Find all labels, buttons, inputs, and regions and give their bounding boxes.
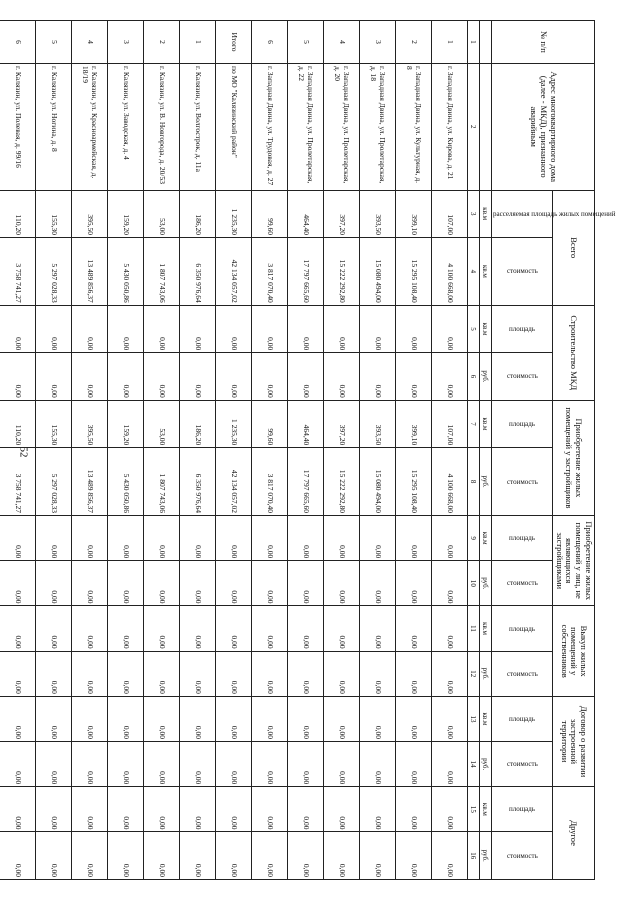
value-cell: 0,00 <box>35 516 71 561</box>
value-cell: 42 134 057,02 <box>215 448 251 516</box>
value-cell: 99,60 <box>251 190 287 237</box>
col-no-header: № п/п <box>491 21 594 64</box>
value-cell: 0,00 <box>431 696 467 741</box>
value-cell: 4 100 668,00 <box>431 237 467 305</box>
index-cell: 12 <box>467 651 479 696</box>
value-cell: 0,00 <box>251 606 287 651</box>
value-cell: 0,00 <box>71 832 107 880</box>
value-cell: 0,00 <box>359 353 395 400</box>
address-cell: г. Калязин, ул. Красноармейская, д. 18/19 <box>71 63 107 190</box>
address-cell: г. Западная Двина, ул. Пролетарская, д. 20 <box>323 63 359 190</box>
value-cell: 0,00 <box>35 651 71 696</box>
index-cell: 5 <box>467 305 479 352</box>
address-cell: г. Калязин, ул. Заводская, д. 4 <box>107 63 143 190</box>
value-cell: 1 235,30 <box>215 400 251 447</box>
row-number-cell: 1 <box>431 21 467 64</box>
unit-cell: руб. <box>479 742 491 787</box>
value-cell: 0,00 <box>143 606 179 651</box>
value-cell: 5 430 050,86 <box>107 237 143 305</box>
group-construction-header: Строительство МКД <box>552 305 594 400</box>
value-cell: 0,00 <box>215 742 251 787</box>
value-cell: 0,00 <box>71 305 107 352</box>
address-cell: г. Западная Двина, ул. Кирова, д. 21 <box>431 63 467 190</box>
value-cell: 0,00 <box>71 606 107 651</box>
value-cell: 0,00 <box>287 561 323 606</box>
value-cell: 53,00 <box>143 190 179 237</box>
subheader-area: площадь <box>491 606 552 651</box>
value-cell: 0,00 <box>179 696 215 741</box>
value-cell: 3 758 741,27 <box>0 448 35 516</box>
unit-cell: кв.м <box>479 190 491 237</box>
value-cell: 0,00 <box>287 651 323 696</box>
value-cell: 0,00 <box>179 353 215 400</box>
value-cell: 107,00 <box>431 190 467 237</box>
value-cell: 0,00 <box>71 787 107 832</box>
value-cell: 0,00 <box>215 606 251 651</box>
subheader-area: площадь <box>491 400 552 447</box>
value-cell: 0,00 <box>215 696 251 741</box>
value-cell: 155,30 <box>35 400 71 447</box>
row-number-cell: 2 <box>143 21 179 64</box>
value-cell: 15 080 494,00 <box>359 237 395 305</box>
index-cell: 13 <box>467 696 479 741</box>
table-row <box>35 21 71 880</box>
table-row <box>323 21 359 880</box>
value-cell: 0,00 <box>179 742 215 787</box>
table-body <box>0 21 467 880</box>
row-number-cell: 3 <box>359 21 395 64</box>
value-cell: 0,00 <box>107 561 143 606</box>
value-cell: 0,00 <box>0 606 35 651</box>
value-cell: 0,00 <box>71 742 107 787</box>
index-cell: 11 <box>467 606 479 651</box>
value-cell: 0,00 <box>0 787 35 832</box>
table-row <box>0 21 35 880</box>
value-cell: 0,00 <box>395 516 431 561</box>
value-cell: 5 297 028,33 <box>35 237 71 305</box>
value-cell: 0,00 <box>395 832 431 880</box>
value-cell: 5 297 028,33 <box>35 448 71 516</box>
value-cell: 0,00 <box>431 606 467 651</box>
value-cell: 0,00 <box>323 651 359 696</box>
value-cell: 3 817 070,40 <box>251 448 287 516</box>
value-cell: 0,00 <box>179 832 215 880</box>
group-nondeveloper-purchase-header: Приобретение жилых помещений у лиц, не являющихся застройщиками <box>552 516 594 606</box>
subheader-cost: стоимость <box>491 742 552 787</box>
unit-cell: кв.м <box>479 696 491 741</box>
index-cell: 14 <box>467 742 479 787</box>
value-cell: 0,00 <box>323 787 359 832</box>
value-cell: 0,00 <box>107 305 143 352</box>
value-cell: 0,00 <box>323 832 359 880</box>
value-cell: 17 797 665,60 <box>287 448 323 516</box>
value-cell: 1 235,30 <box>215 190 251 237</box>
index-cell: 16 <box>467 832 479 880</box>
value-cell: 1 807 743,06 <box>143 448 179 516</box>
value-cell: 0,00 <box>287 516 323 561</box>
value-cell: 0,00 <box>71 651 107 696</box>
value-cell: 0,00 <box>359 305 395 352</box>
value-cell: 0,00 <box>143 696 179 741</box>
value-cell: 0,00 <box>215 832 251 880</box>
value-cell: 0,00 <box>395 606 431 651</box>
row-number-cell: 5 <box>35 21 71 64</box>
unit-cell <box>479 63 491 190</box>
value-cell: 0,00 <box>179 561 215 606</box>
value-cell: 397,20 <box>323 400 359 447</box>
value-cell: 0,00 <box>431 561 467 606</box>
value-cell: 3 817 070,40 <box>251 237 287 305</box>
row-number-cell: 4 <box>323 21 359 64</box>
unit-cell: кв.м <box>479 400 491 447</box>
value-cell: 0,00 <box>71 561 107 606</box>
value-cell: 0,00 <box>35 787 71 832</box>
address-cell: г. Западная Двина, ул. Культурная, д. 8 <box>395 63 431 190</box>
table-row <box>431 21 467 880</box>
value-cell: 0,00 <box>71 696 107 741</box>
group-total-header: Всего <box>552 190 594 305</box>
index-cell: 9 <box>467 516 479 561</box>
value-cell: 6 350 976,64 <box>179 237 215 305</box>
value-cell: 0,00 <box>359 696 395 741</box>
value-cell: 0,00 <box>287 696 323 741</box>
value-cell: 0,00 <box>107 651 143 696</box>
value-cell: 3 758 741,27 <box>0 237 35 305</box>
value-cell: 0,00 <box>0 696 35 741</box>
index-cell: 15 <box>467 787 479 832</box>
value-cell: 0,00 <box>323 696 359 741</box>
value-cell: 0,00 <box>71 353 107 400</box>
row-number-cell: 4 <box>71 21 107 64</box>
value-cell: 0,00 <box>323 742 359 787</box>
subheader-area: площадь <box>491 305 552 352</box>
value-cell: 1 807 743,06 <box>143 237 179 305</box>
address-cell: г. Калязин, ул. Волгострок, д. 11а <box>179 63 215 190</box>
unit-cell: руб. <box>479 353 491 400</box>
value-cell: 0,00 <box>323 516 359 561</box>
value-cell: 0,00 <box>323 561 359 606</box>
value-cell: 0,00 <box>395 696 431 741</box>
value-cell: 13 489 856,37 <box>71 237 107 305</box>
subheader-area: площадь <box>491 516 552 561</box>
page-number: 52 <box>17 446 30 458</box>
index-cell: 7 <box>467 400 479 447</box>
value-cell: 0,00 <box>215 651 251 696</box>
value-cell: 0,00 <box>107 606 143 651</box>
row-number-cell: Итого <box>215 21 251 64</box>
address-cell: г. Калязин, ул. Полевая, д. 99/16 <box>0 63 35 190</box>
unit-cell: руб. <box>479 561 491 606</box>
value-cell: 0,00 <box>0 832 35 880</box>
value-cell: 0,00 <box>215 787 251 832</box>
value-cell: 0,00 <box>431 787 467 832</box>
value-cell: 0,00 <box>35 742 71 787</box>
value-cell: 0,00 <box>323 305 359 352</box>
table-row <box>215 21 251 880</box>
value-cell: 0,00 <box>179 651 215 696</box>
value-cell: 0,00 <box>323 606 359 651</box>
value-cell: 0,00 <box>215 516 251 561</box>
value-cell: 42 134 057,02 <box>215 237 251 305</box>
value-cell: 0,00 <box>143 832 179 880</box>
subheader-area: площадь <box>491 696 552 741</box>
value-cell: 107,00 <box>431 400 467 447</box>
unit-cell: кв.м <box>479 516 491 561</box>
value-cell: 5 430 050,86 <box>107 448 143 516</box>
value-cell: 464,40 <box>287 190 323 237</box>
value-cell: 0,00 <box>35 305 71 352</box>
value-cell: 0,00 <box>143 651 179 696</box>
value-cell: 0,00 <box>395 742 431 787</box>
table-row <box>359 21 395 880</box>
value-cell: 0,00 <box>287 353 323 400</box>
value-cell: 0,00 <box>107 742 143 787</box>
value-cell: 186,20 <box>179 400 215 447</box>
value-cell: 0,00 <box>107 516 143 561</box>
value-cell: 159,20 <box>107 400 143 447</box>
value-cell: 0,00 <box>395 787 431 832</box>
value-cell: 0,00 <box>431 832 467 880</box>
value-cell: 0,00 <box>179 787 215 832</box>
index-cell: 3 <box>467 190 479 237</box>
subheader-cost: стоимость <box>491 448 552 516</box>
value-cell: 395,50 <box>71 400 107 447</box>
value-cell: 0,00 <box>251 651 287 696</box>
value-cell: 0,00 <box>107 787 143 832</box>
value-cell: 0,00 <box>251 516 287 561</box>
group-developer-purchase-header: Приобретение жилых помещений у застройщиков <box>552 400 594 515</box>
row-number-cell: 6 <box>0 21 35 64</box>
relocation-table <box>0 20 616 880</box>
group-other-header: Другое <box>552 787 594 880</box>
value-cell: 0,00 <box>251 353 287 400</box>
value-cell: 0,00 <box>431 353 467 400</box>
value-cell: 0,00 <box>0 516 35 561</box>
value-cell: 0,00 <box>71 516 107 561</box>
value-cell: 397,20 <box>323 190 359 237</box>
row-number-cell: 3 <box>107 21 143 64</box>
value-cell: 15 295 108,40 <box>395 237 431 305</box>
unit-cell: кв.м <box>479 606 491 651</box>
value-cell: 0,00 <box>0 305 35 352</box>
value-cell: 0,00 <box>287 305 323 352</box>
value-cell: 0,00 <box>359 832 395 880</box>
subheader-total-area: расселяемая площадь жилых помещений <box>491 190 552 237</box>
subheader-cost: стоимость <box>491 651 552 696</box>
value-cell: 399,10 <box>395 190 431 237</box>
address-cell: по МО "Калязинский район" <box>215 63 251 190</box>
subheader-total-cost: стоимость <box>491 237 552 305</box>
value-cell: 0,00 <box>143 742 179 787</box>
value-cell: 0,00 <box>287 832 323 880</box>
value-cell: 393,50 <box>359 400 395 447</box>
index-cell: 10 <box>467 561 479 606</box>
row-number-cell: 6 <box>251 21 287 64</box>
value-cell: 0,00 <box>431 305 467 352</box>
value-cell: 0,00 <box>323 353 359 400</box>
unit-cell <box>479 21 491 64</box>
value-cell: 110,20 <box>0 190 35 237</box>
value-cell: 399,10 <box>395 400 431 447</box>
value-cell: 0,00 <box>35 561 71 606</box>
value-cell: 4 100 668,00 <box>431 448 467 516</box>
value-cell: 0,00 <box>107 696 143 741</box>
address-cell: г. Калязин, ул. В. Новгорода, д. 20/53 <box>143 63 179 190</box>
value-cell: 15 080 494,00 <box>359 448 395 516</box>
table-row <box>395 21 431 880</box>
value-cell: 0,00 <box>35 606 71 651</box>
value-cell: 159,20 <box>107 190 143 237</box>
table-row <box>71 21 107 880</box>
value-cell: 0,00 <box>287 787 323 832</box>
value-cell: 0,00 <box>143 305 179 352</box>
value-cell: 0,00 <box>359 606 395 651</box>
value-cell: 0,00 <box>251 305 287 352</box>
value-cell: 15 295 108,40 <box>395 448 431 516</box>
value-cell: 0,00 <box>0 561 35 606</box>
index-cell: 4 <box>467 237 479 305</box>
value-cell: 0,00 <box>359 561 395 606</box>
row-number-cell: 2 <box>395 21 431 64</box>
value-cell: 393,50 <box>359 190 395 237</box>
value-cell: 0,00 <box>431 516 467 561</box>
index-cell: 2 <box>467 63 479 190</box>
value-cell: 0,00 <box>143 353 179 400</box>
index-cell: 6 <box>467 353 479 400</box>
value-cell: 395,50 <box>71 190 107 237</box>
value-cell: 0,00 <box>251 832 287 880</box>
value-cell: 0,00 <box>0 353 35 400</box>
value-cell: 0,00 <box>107 353 143 400</box>
value-cell: 0,00 <box>431 651 467 696</box>
group-buyout-header: Выкуп жилых помещений у собственников <box>552 606 594 696</box>
value-cell: 0,00 <box>431 742 467 787</box>
unit-cell: кв.м <box>479 305 491 352</box>
group-territory-header: Договор о развитии застроенной территории <box>552 696 594 786</box>
value-cell: 0,00 <box>359 742 395 787</box>
value-cell: 0,00 <box>395 353 431 400</box>
value-cell: 0,00 <box>215 353 251 400</box>
header-groups-row <box>552 21 594 880</box>
unit-cell: кв.м <box>479 787 491 832</box>
value-cell: 0,00 <box>251 742 287 787</box>
col-address-header: Адрес многоквартирного дома (далее - МКД), признанного аварийным <box>491 63 594 190</box>
address-cell: г. Калязин, ул. Ногина, д. 8 <box>35 63 71 190</box>
value-cell: 0,00 <box>359 787 395 832</box>
subheader-cost: стоимость <box>491 832 552 880</box>
value-cell: 0,00 <box>0 651 35 696</box>
value-cell: 0,00 <box>179 305 215 352</box>
table-row <box>107 21 143 880</box>
index-cell: 1 <box>467 21 479 64</box>
column-index-row <box>467 21 479 880</box>
value-cell: 0,00 <box>35 353 71 400</box>
address-cell: г. Западная Двина, ул. Пролетарская, д. 22 <box>287 63 323 190</box>
value-cell: 155,30 <box>35 190 71 237</box>
value-cell: 99,60 <box>251 400 287 447</box>
value-cell: 0,00 <box>35 832 71 880</box>
value-cell: 0,00 <box>287 742 323 787</box>
unit-cell: руб. <box>479 832 491 880</box>
subheader-area: площадь <box>491 787 552 832</box>
value-cell: 13 489 856,37 <box>71 448 107 516</box>
value-cell: 0,00 <box>179 606 215 651</box>
value-cell: 17 797 665,60 <box>287 237 323 305</box>
unit-cell: кв.м <box>479 237 491 305</box>
value-cell: 464,40 <box>287 400 323 447</box>
value-cell: 0,00 <box>143 561 179 606</box>
subheader-cost: стоимость <box>491 561 552 606</box>
row-number-cell: 5 <box>287 21 323 64</box>
value-cell: 110,20 <box>0 400 35 447</box>
value-cell: 0,00 <box>251 561 287 606</box>
value-cell: 0,00 <box>143 787 179 832</box>
value-cell: 0,00 <box>143 516 179 561</box>
housing-program-sheet <box>13 20 616 880</box>
unit-cell: руб. <box>479 448 491 516</box>
value-cell: 0,00 <box>359 651 395 696</box>
address-cell: г. Западная Двина, ул. Трудовая, д. 27 <box>251 63 287 190</box>
address-cell: г. Западная Двина, ул. Пролетарская, д. 18 <box>359 63 395 190</box>
value-cell: 0,00 <box>395 651 431 696</box>
value-cell: 0,00 <box>359 516 395 561</box>
value-cell: 15 222 292,80 <box>323 448 359 516</box>
table-row <box>251 21 287 880</box>
value-cell: 0,00 <box>395 561 431 606</box>
table-row <box>143 21 179 880</box>
value-cell: 0,00 <box>287 606 323 651</box>
value-cell: 6 350 976,64 <box>179 448 215 516</box>
value-cell: 0,00 <box>35 696 71 741</box>
value-cell: 0,00 <box>107 832 143 880</box>
value-cell: 53,00 <box>143 400 179 447</box>
value-cell: 0,00 <box>179 516 215 561</box>
value-cell: 0,00 <box>251 787 287 832</box>
unit-cell: руб. <box>479 651 491 696</box>
table-row <box>287 21 323 880</box>
row-number-cell: 1 <box>179 21 215 64</box>
value-cell: 0,00 <box>215 305 251 352</box>
value-cell: 186,20 <box>179 190 215 237</box>
subheader-cost: стоимость <box>491 353 552 400</box>
value-cell: 15 222 292,80 <box>323 237 359 305</box>
units-row <box>479 21 491 880</box>
index-cell: 8 <box>467 448 479 516</box>
value-cell: 0,00 <box>0 742 35 787</box>
value-cell: 0,00 <box>215 561 251 606</box>
table-row <box>179 21 215 880</box>
value-cell: 0,00 <box>395 305 431 352</box>
value-cell: 0,00 <box>251 696 287 741</box>
